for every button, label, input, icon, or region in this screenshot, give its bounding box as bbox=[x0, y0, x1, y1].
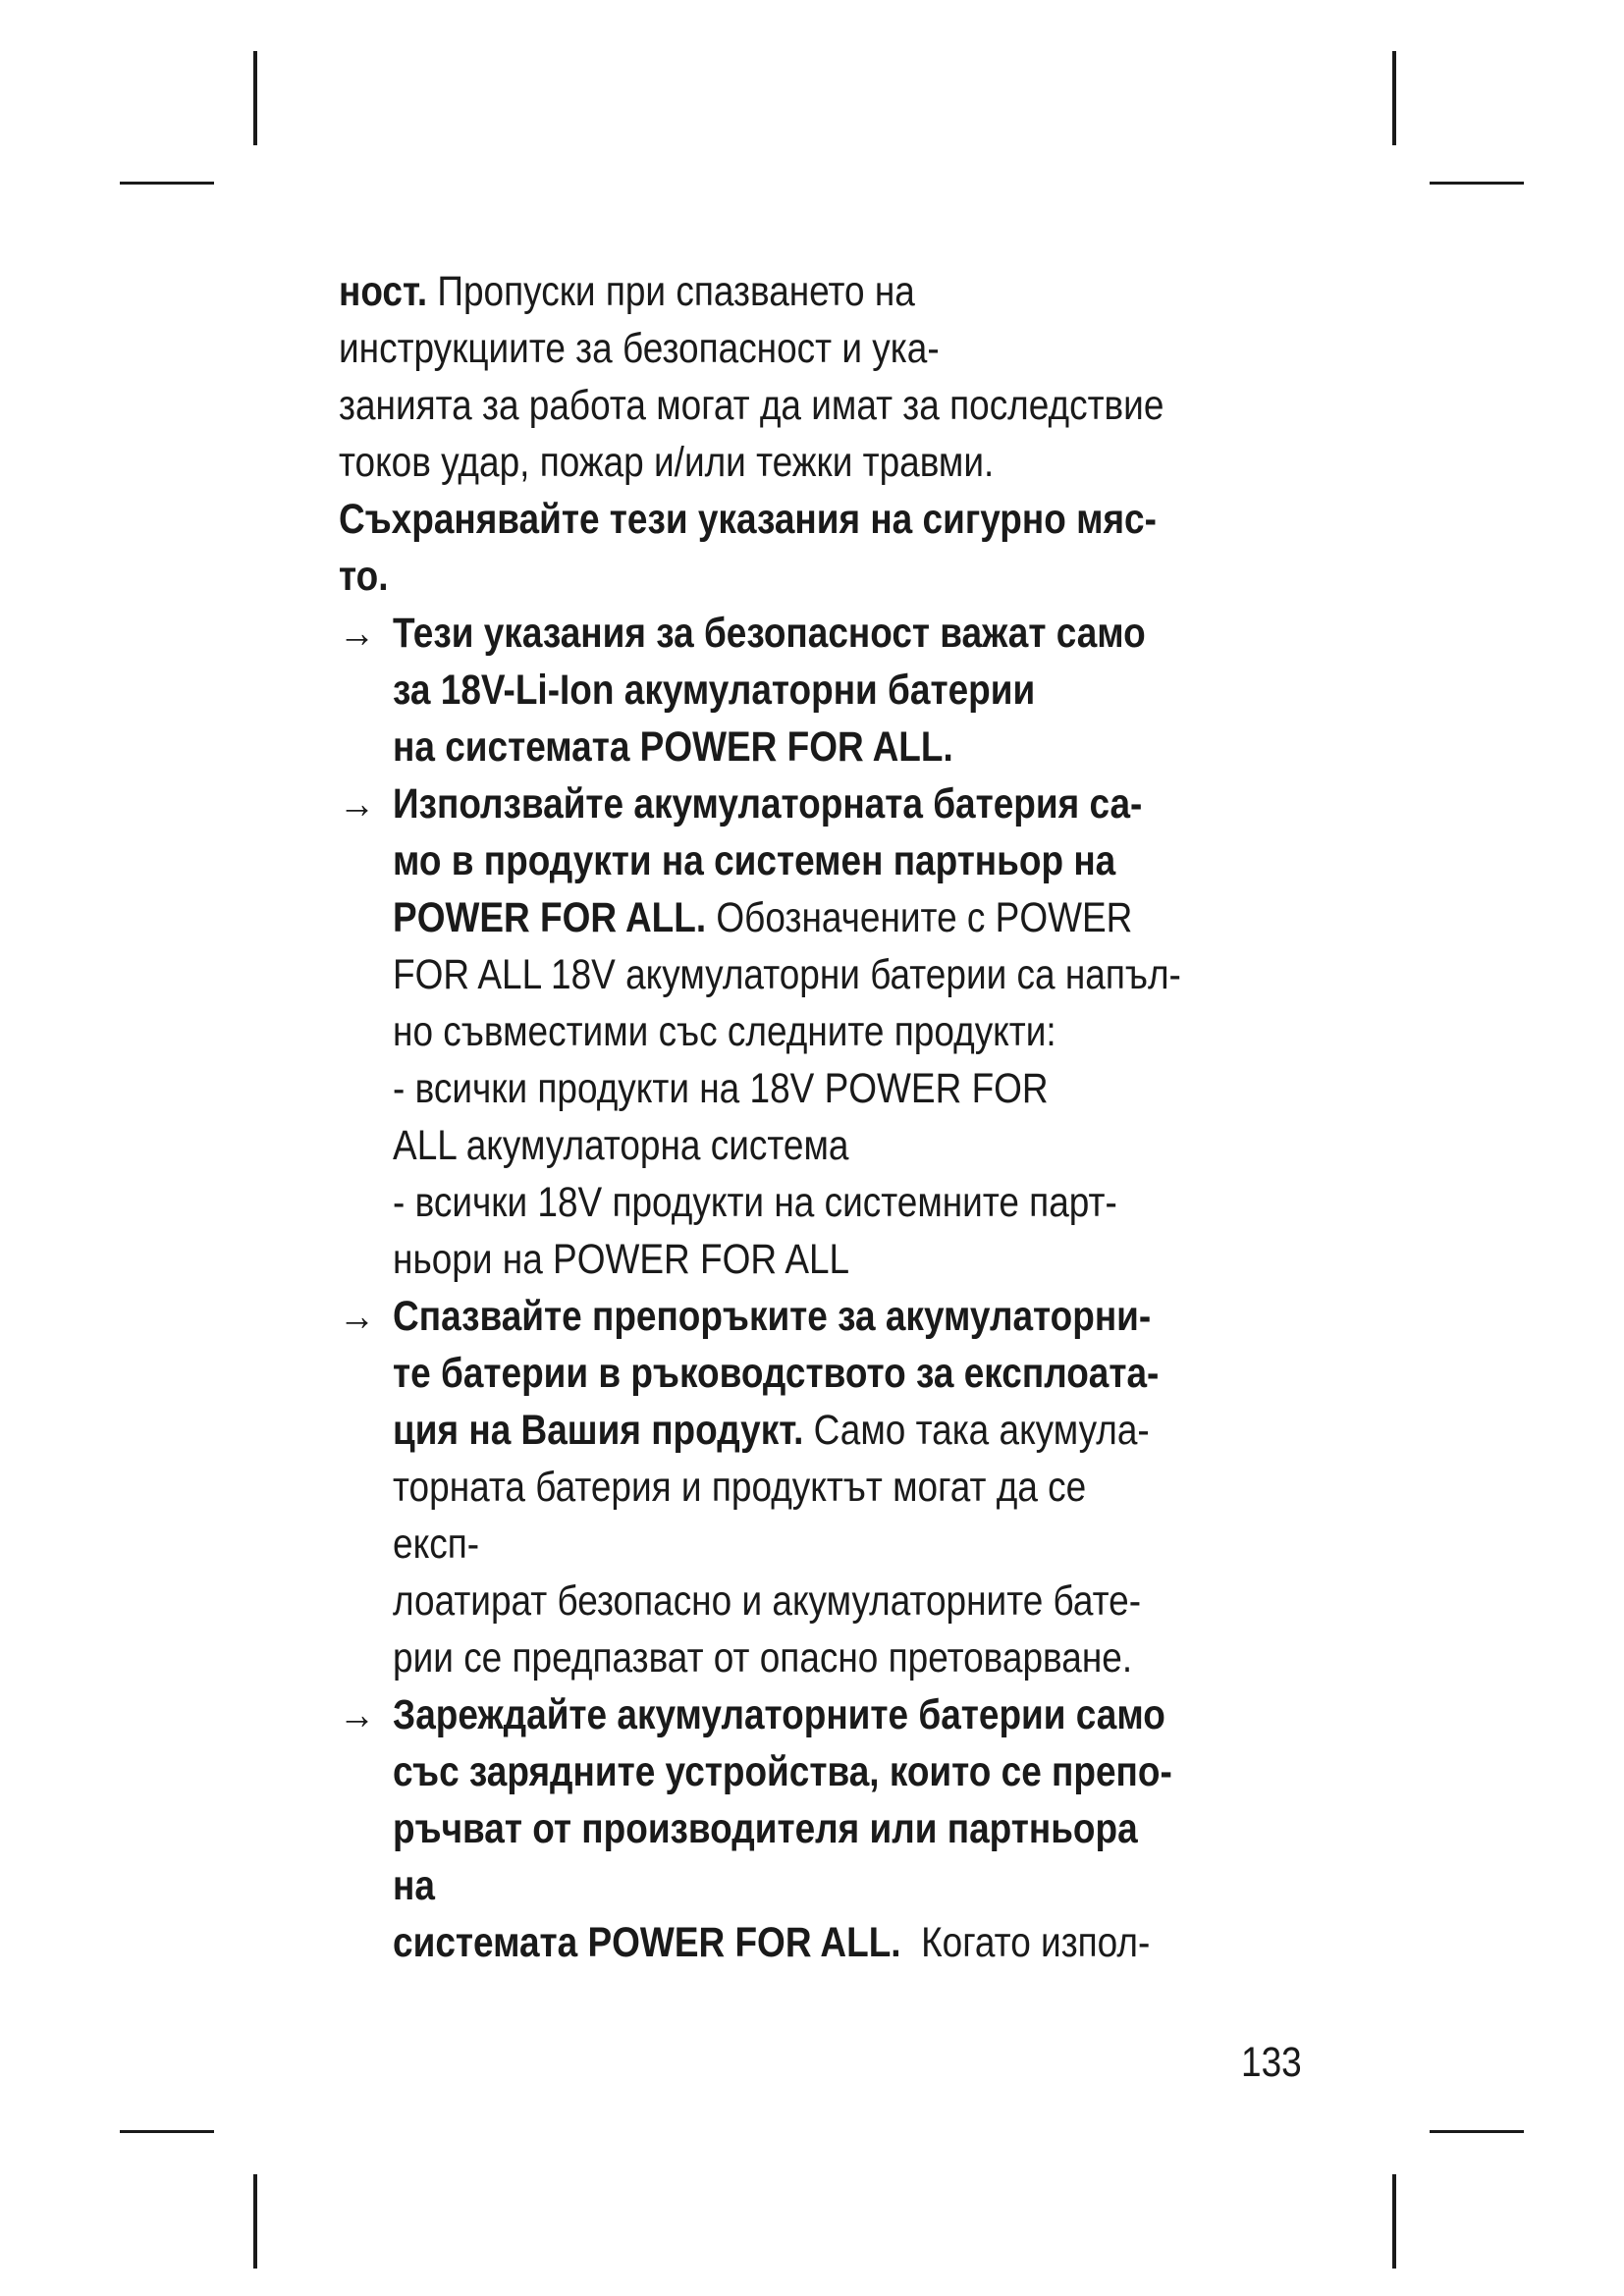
intro-line-2: инструкциите за безопасност и ука- bbox=[339, 325, 940, 372]
crop-mark-top-right-horizontal bbox=[1430, 182, 1524, 185]
arrow-icon: → bbox=[339, 1691, 375, 1738]
intro-paragraph bbox=[339, 263, 1183, 491]
intro-line-3: занията за работа могат да имат за последствие bbox=[339, 382, 1164, 429]
item-1-line-2: за 18V-Li-Ion акумулаторни батерии bbox=[393, 667, 1036, 714]
arrow-icon: → bbox=[339, 610, 375, 657]
intro-bold-start: ност. bbox=[339, 268, 428, 315]
item-4-line-3: ръчват от производителя или партньора bbox=[393, 1805, 1138, 1852]
item-3-line-6: лоатират безопасно и акумулаторните бате- bbox=[393, 1577, 1142, 1625]
safety-item-3 bbox=[339, 1288, 1183, 1686]
crop-mark-bottom-right-vertical bbox=[1392, 2174, 1396, 2269]
item-4-line-5: Когато изпол- bbox=[900, 1919, 1151, 1966]
safety-item-1 bbox=[339, 605, 1183, 775]
safety-item-2 bbox=[339, 775, 1183, 1288]
intro-line-4: токов удар, пожар и/или тежки травми. bbox=[339, 439, 995, 486]
intro-line-1: Пропуски при спазването на bbox=[427, 268, 915, 315]
item-2-line-9: ньори на POWER FOR ALL bbox=[393, 1236, 850, 1283]
crop-mark-bottom-right-horizontal bbox=[1430, 2130, 1524, 2133]
item-2-line-2: мо в продукти на системен партньор на bbox=[393, 837, 1116, 884]
item-2-line-5: но съвместими със следните продукти: bbox=[393, 1008, 1056, 1055]
item-1-line-1: Тези указания за безопасност важат само bbox=[393, 610, 1146, 657]
crop-mark-bottom-left-vertical bbox=[253, 2174, 257, 2269]
page-body bbox=[339, 263, 1183, 1971]
item-4-line-4: на bbox=[393, 1862, 435, 1909]
arrow-icon: → bbox=[339, 1293, 375, 1340]
item-2-line-7: ALL акумулаторна система bbox=[393, 1122, 849, 1169]
safety-item-4 bbox=[339, 1686, 1183, 1971]
item-2-line-4: FOR ALL 18V акумулаторни батерии са напъл- bbox=[393, 951, 1181, 998]
item-3-line-2: те батерии в ръководството за експлоата- bbox=[393, 1350, 1160, 1397]
item-3-line-7: рии се предпазват от опасно претоварване. bbox=[393, 1634, 1133, 1682]
item-1-line-3: на системата POWER FOR ALL. bbox=[393, 723, 953, 771]
crop-mark-bottom-left-horizontal bbox=[120, 2130, 214, 2133]
keep-line-2: то. bbox=[339, 553, 389, 600]
item-2-line-6: - всички продукти на 18V POWER FOR bbox=[393, 1065, 1049, 1112]
crop-mark-top-right-vertical bbox=[1392, 51, 1396, 145]
item-4-line-5-bold: системата POWER FOR ALL. bbox=[393, 1919, 901, 1966]
arrow-icon: → bbox=[339, 780, 375, 828]
crop-mark-top-left-vertical bbox=[253, 51, 257, 145]
item-3-line-3-bold: ция на Вашия продукт. bbox=[393, 1407, 804, 1454]
item-2-line-3: Обозначените с POWER bbox=[706, 894, 1133, 941]
crop-mark-top-left-horizontal bbox=[120, 182, 214, 185]
item-4-line-1: Зареждайте акумулаторните батерии само bbox=[393, 1691, 1165, 1738]
item-2-line-1: Използвайте акумулаторната батерия са- bbox=[393, 780, 1143, 828]
keep-line-1: Съхранявайте тези указания на сигурно мяс- bbox=[339, 496, 1157, 543]
keep-instructions-heading bbox=[339, 491, 1183, 605]
item-3-line-5: експ- bbox=[393, 1521, 480, 1568]
page-number: 133 bbox=[1241, 2039, 1302, 2086]
item-3-line-4: торната батерия и продуктът могат да се bbox=[393, 1464, 1087, 1511]
item-4-line-2: със зарядните устройства, които се препо- bbox=[393, 1748, 1172, 1795]
item-3-line-3: Само така акумула- bbox=[803, 1407, 1150, 1454]
item-2-line-3-bold: POWER FOR ALL. bbox=[393, 894, 707, 941]
item-2-line-8: - всички 18V продукти на системните парт- bbox=[393, 1179, 1117, 1226]
item-3-line-1: Спазвайте препоръките за акумулаторни- bbox=[393, 1293, 1152, 1340]
